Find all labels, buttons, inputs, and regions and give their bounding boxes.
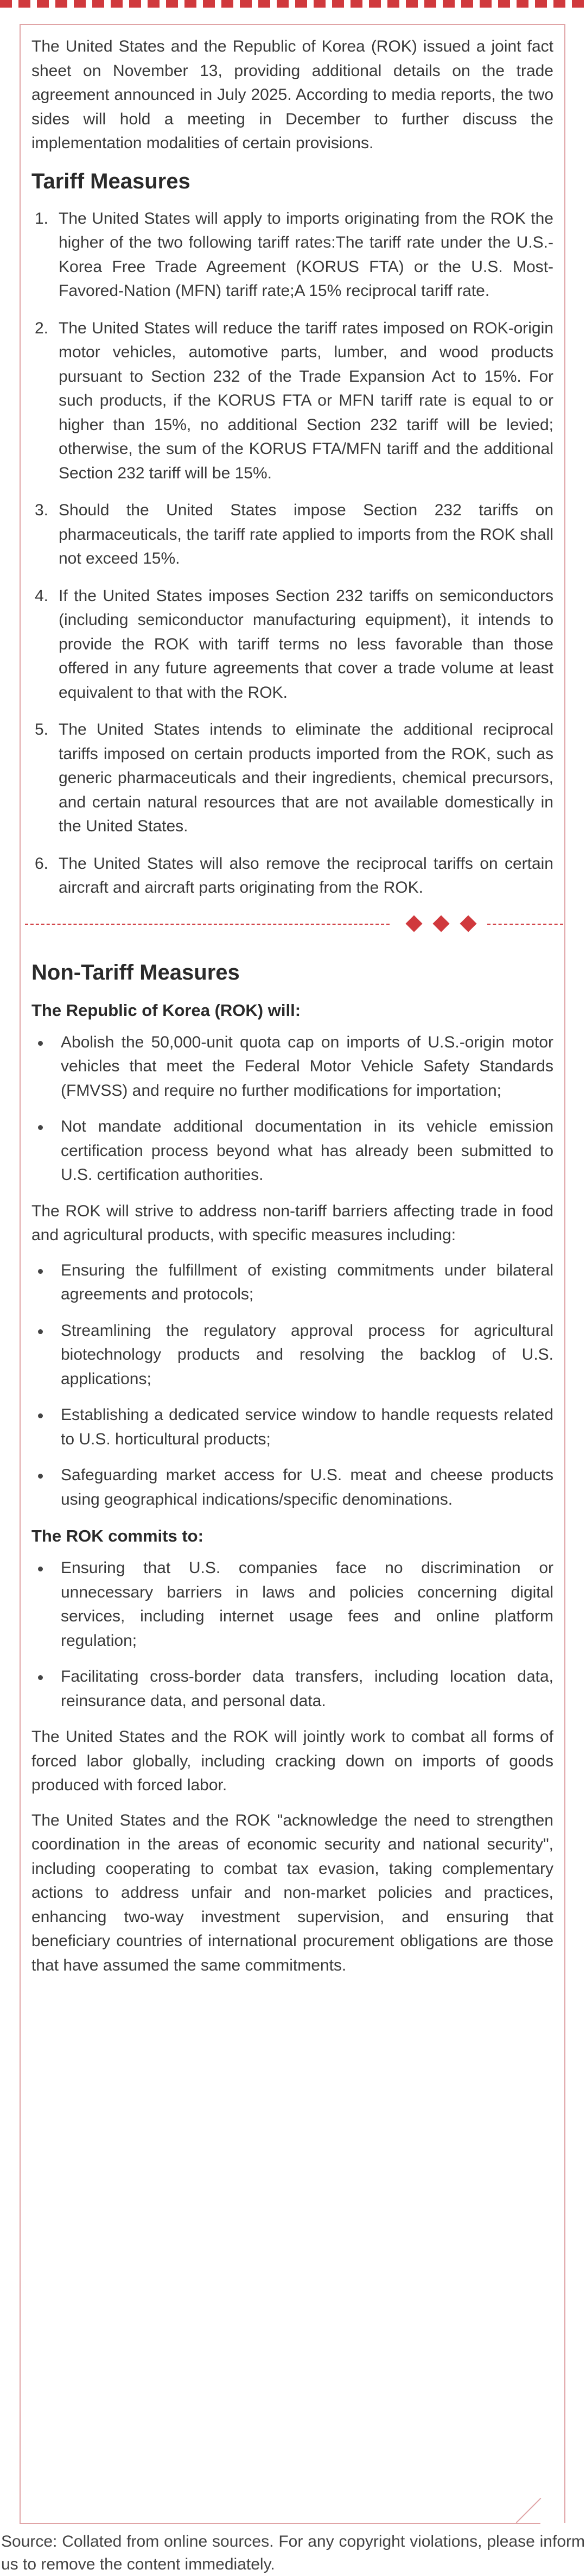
list-item: Abolish the 50,000-unit quota cap on imports of U.S.-origin motor vehicles that meet the Federal Motor Vehicle Safety Standards (FMVSS) and require no further modifications for importation; (31, 1031, 553, 1103)
item-text: The United States will apply to imports originating from the ROK the higher of the two following tariff rates:The tariff rate under the U.S.-Korea Free Trade Agreement (KORUS FTA) or the U.S. Most-Favored-Nation (MFN) tariff rate;A 15% reciprocal tariff rate. (59, 209, 553, 300)
agri-measures-list (31, 1259, 553, 1512)
list-item: Facilitating cross-border data transfers, including location data, reinsurance data, and personal data. (31, 1665, 553, 1713)
tariff-list (31, 207, 553, 900)
rok-commits-list (31, 1556, 553, 1713)
divider-dashed-line-left (25, 924, 390, 925)
agri-intro-paragraph: The ROK will strive to address non-tariff barriers affecting trade in food and agricultural products, with specific measures including: (31, 1202, 553, 1244)
section-divider (31, 913, 553, 935)
item-text: The United States will reduce the tariff rates imposed on ROK-origin motor vehicles, automotive parts, lumber, and wood products pursuant to Section 232 of the Trade Expansion Act to 15%. For such products, if the KORUS FTA or MFN tariff rate is equal to or higher than 15%, no additional Section 232 tariff will be levied; otherwise, the sum of the KORUS FTA/MFN tariff and the additional Section 232 tariff will be 15%. (59, 319, 553, 482)
diamond-icon (405, 915, 422, 932)
tariff-item (31, 498, 553, 571)
list-item: Ensuring the fulfillment of existing commitments under bilateral agreements and protocols; (31, 1259, 553, 1307)
tariff-item (31, 207, 553, 304)
list-item: Establishing a dedicated service window to handle requests related to U.S. horticultural products; (31, 1403, 553, 1451)
frame-bottom-edge (20, 2523, 540, 2524)
tariff-heading: Tariff Measures (31, 169, 190, 193)
list-item: Ensuring that U.S. companies face no discrimination or unnecessary barriers in laws and policies concerning digital services, including internet usage fees and online platform regulation; (31, 1556, 553, 1653)
item-text: If the United States imposes Section 232 tariffs on semiconductors (including semiconductor manufacturing equipment), it intends to provide the ROK with tariff terms no less favorable than those offered in any future agreements that cover a trade volume at least equivalent to that with the ROK. (59, 586, 553, 702)
item-text: The United States will also remove the reciprocal tariffs on certain aircraft and aircraft parts originating from the ROK. (59, 854, 553, 896)
list-item: Streamlining the regulatory approval process for agricultural biotechnology products and resolving the backlog of U.S. applications; (31, 1319, 553, 1392)
top-dashed-border (0, 0, 586, 8)
divider-dashed-line-right (487, 924, 563, 925)
item-number: 6. (35, 854, 49, 873)
tariff-item (31, 584, 553, 705)
item-number: 4. (35, 586, 49, 605)
item-number: 2. (35, 319, 49, 337)
tariff-item (31, 718, 553, 839)
item-text: The United States intends to eliminate the additional reciprocal tariffs imposed on certain products imported from the ROK, such as generic pharmaceuticals and their ingredients, chemical precursors, and certain natural resources that are not available domestically in the United States. (59, 721, 553, 835)
item-number: 3. (35, 501, 49, 519)
item-text: Should the United States impose Section 232 tariffs on pharmaceuticals, the tariff rate applied to imports from the ROK shall not exceed 15%. (59, 501, 553, 567)
list-item: Not mandate additional documentation in its vehicle emission certification process beyond what has already been submitted to U.S. certification authorities. (31, 1115, 553, 1188)
list-item: Safeguarding market access for U.S. meat and cheese products using geographical indications/specific denominations. (31, 1463, 553, 1512)
diamond-icon (460, 915, 476, 932)
security-paragraph: The United States and the ROK "acknowledge the need to strengthen coordination in the areas of economic security and national security", including cooperating to combat tax evasion, taking complementary actions to address unfair and non-market policies and practices, enhancing two-way investment supervision, and ensuring that beneficiary countries of international procurement obligations are those that have assumed the same commitments. (31, 1811, 553, 1974)
tariff-item (31, 317, 553, 486)
forced-labor-paragraph: The United States and the ROK will jointly work to combat all forms of forced labor globally, including cracking down on imports of goods produced with forced labor. (31, 1728, 553, 1794)
item-number: 5. (35, 721, 49, 738)
article-body (31, 35, 553, 1988)
diamond-icon (432, 915, 449, 932)
intro-paragraph: The United States and the Republic of Korea (ROK) issued a joint fact sheet on November 13, providing additional details on the trade agreement announced in July 2025. According to media reports, the two sides will hold a meeting in December to further discuss the implementation modalities of certain provisions. (31, 37, 553, 152)
nontariff-heading: Non-Tariff Measures (31, 960, 240, 984)
item-number: 1. (35, 209, 49, 228)
tariff-item (31, 852, 553, 900)
rok-commits-subheading: The ROK commits to: (31, 1526, 203, 1545)
rok-will-list (31, 1031, 553, 1188)
rok-will-subheading: The Republic of Korea (ROK) will: (31, 1000, 301, 1020)
source-note: Source: Collated from online sources. For any copyright violations, please inform us to remove the content immediately. (1, 2533, 585, 2573)
